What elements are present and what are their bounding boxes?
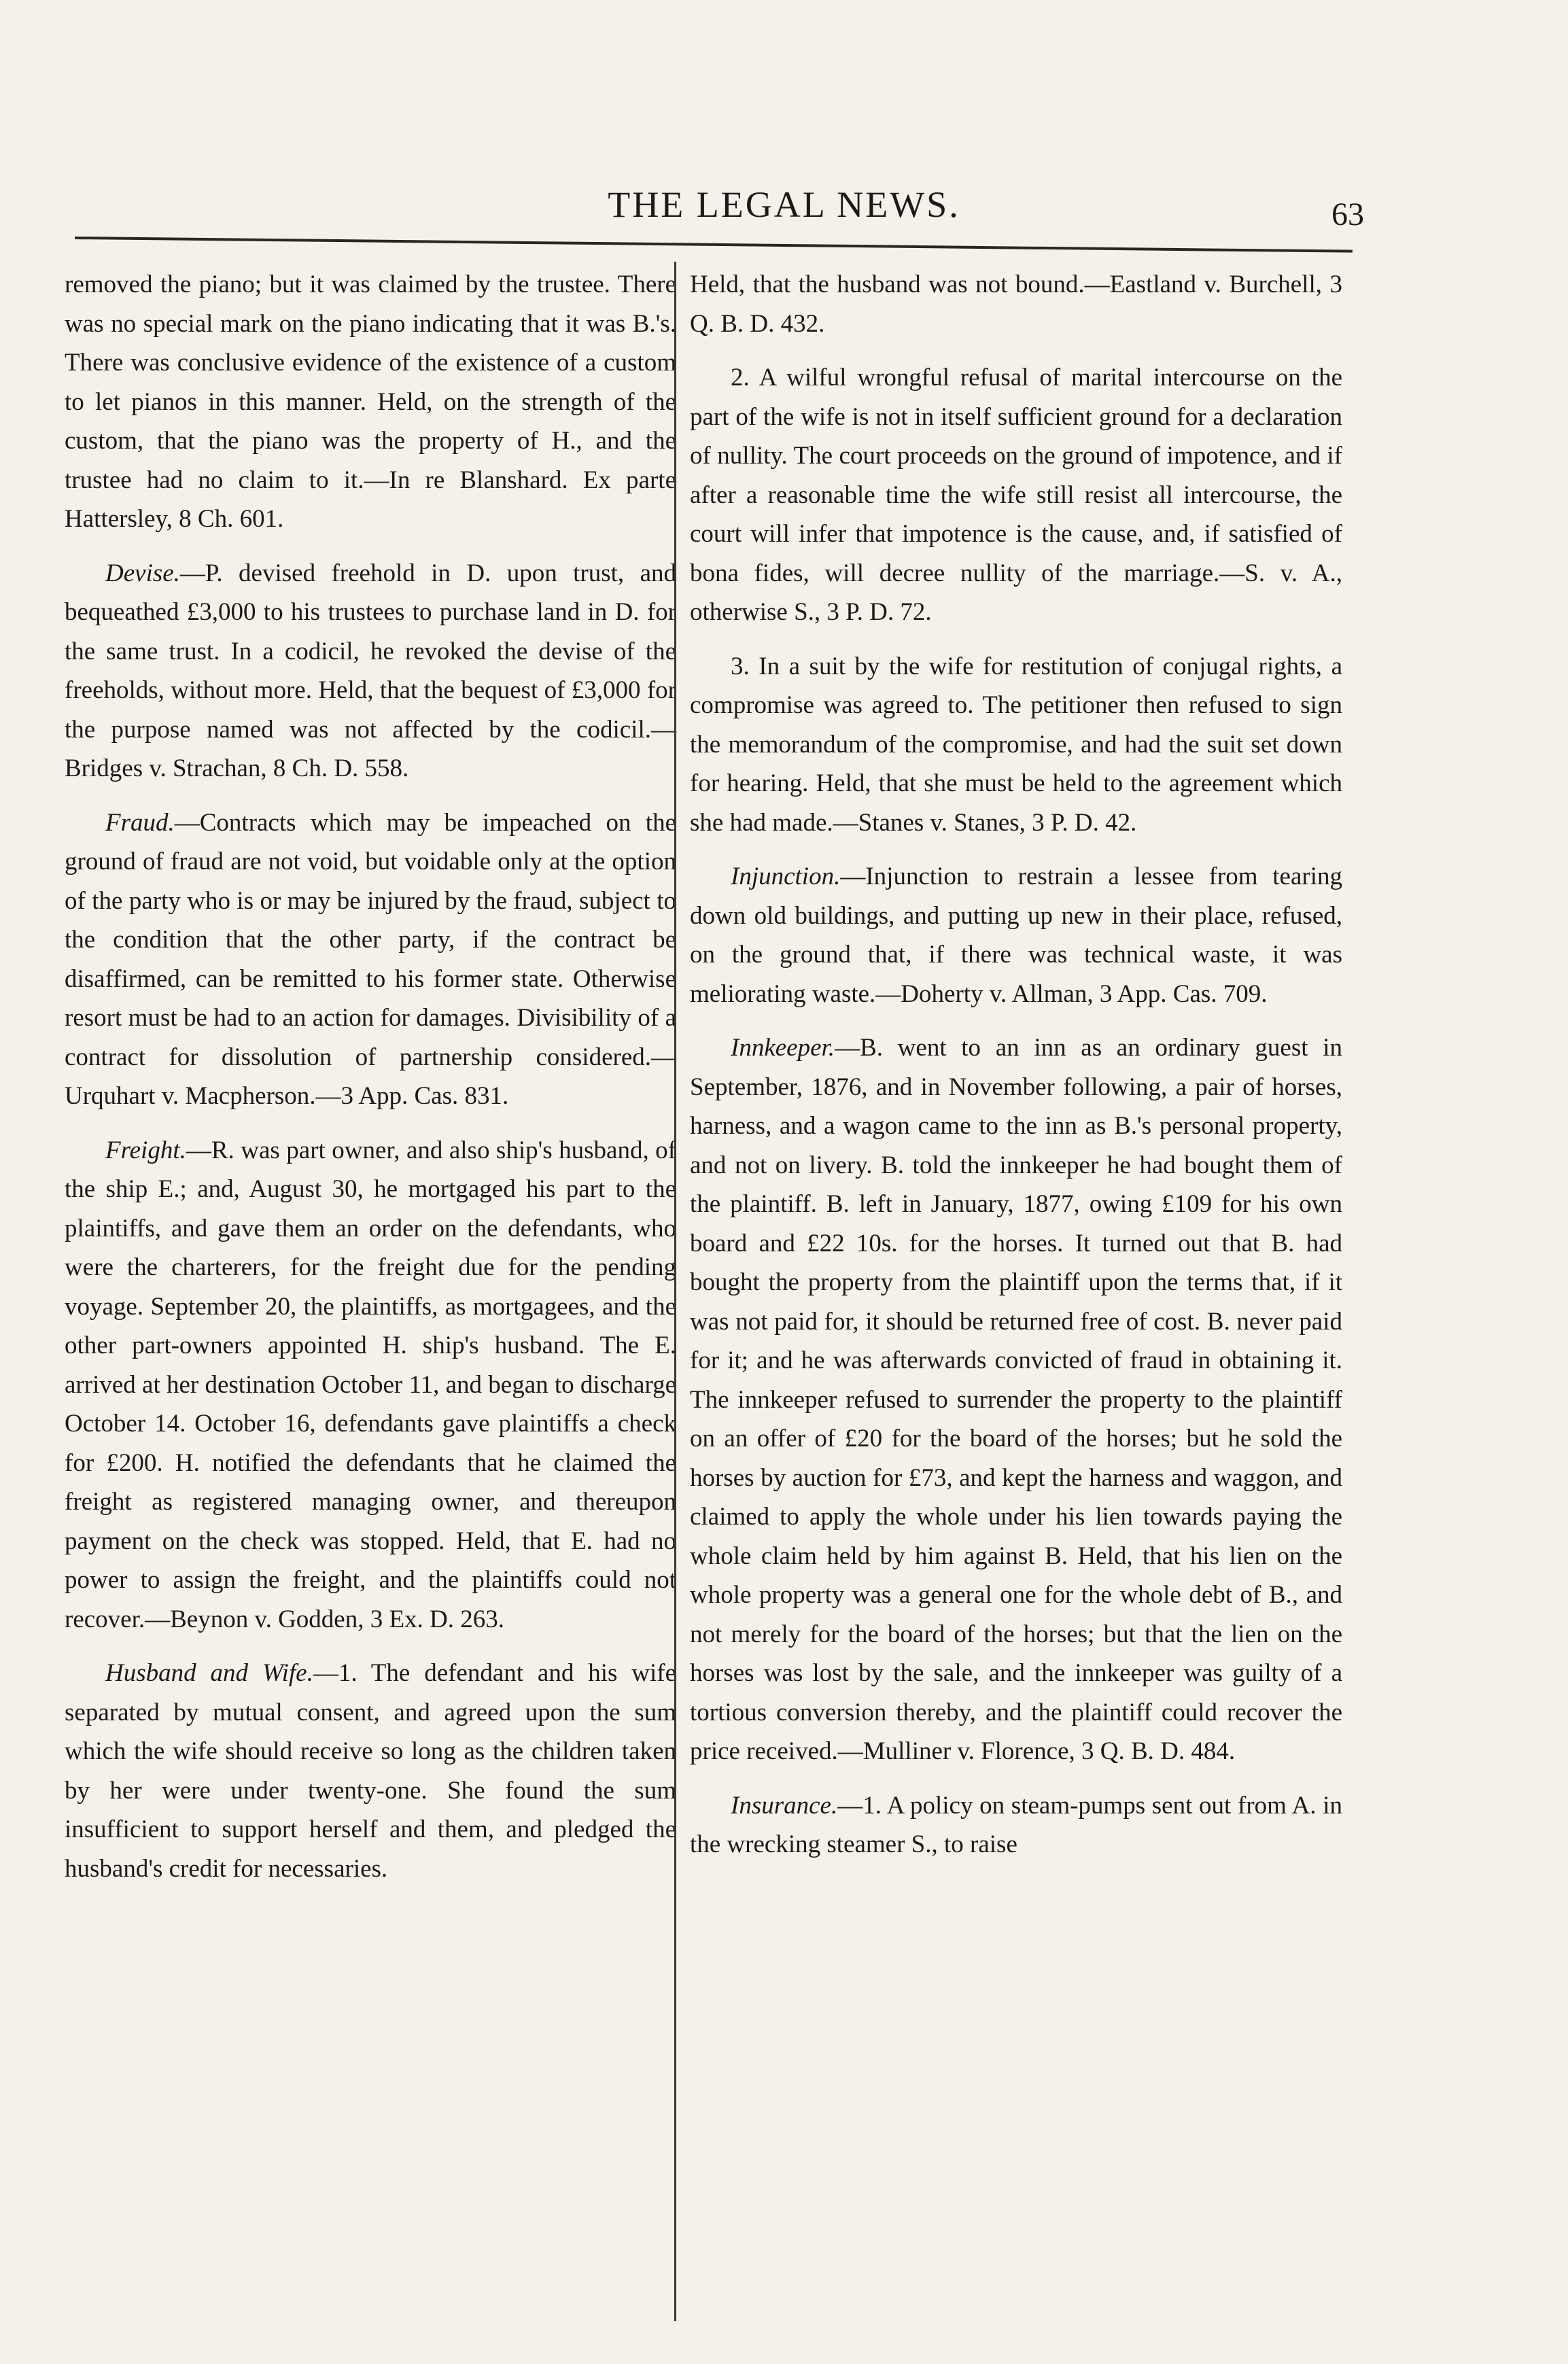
paragraph-freight [65,1131,676,1639]
paragraph-nullity: 2. A wilful wrongful refusal of marital intercourse on the part of the wife is not in itself sufficient ground for a declaration of nullity. The court proceeds on the ground of impotence, and if after a reasonable time the wife still resist all intercourse, the court will infer that impotence is the cause, and, if satisfied of bona fides, will decree nullity of the marriage.—S. v. A., otherwise S., 3 P. D. 72. [690,364,1342,626]
paragraph-devise [65,554,676,788]
header-rule [75,237,1353,253]
paragraph-restitution: 3. In a suit by the wife for restitution of conjugal rights, a compromise was agreed to. The petitioner then refused to sign the memorandum of the compromise, and had the suit set down for hearing. Held, that she must be held to the agreement which she had made.—Stanes v. Stanes, 3 P. D. 42. [690,652,1342,837]
paragraph-eastland: Held, that the husband was not bound.—Eastland v. Burchell, 3 Q. B. D. 432. [690,271,1342,338]
heading-devise: Devise. [105,559,180,587]
heading-fraud: Fraud. [105,808,175,837]
text-innkeeper: —B. went to an inn as an ordinary guest in September, 1876, and in November following, a pair of horses, harness, and a wagon came to the inn as B.'s personal property, and not on livery. B. told the innkeeper he had bought them of the plaintiff. B. left in January, 1877, owing £109 for his own board and £22 10s. for the horses. It turned out that B. had bought the property from the plaintiff upon the terms that, if it was not paid for, it should be returned free of cost. B. never paid for it; and he was afterwards convicted of fraud in obtaining it. The innkeeper refused to surrender the property to the plaintiff on an offer of £20 for the board of the horses; but he sold the horses by auction for £73, and kept the harness and waggon, and claimed to apply the whole under his lien towards paying the whole claim held by him against B. Held, that his lien on the whole property was a general one for the whole debt of B., and not merely for the board of the horses; but that the lien on the horses was lost by the sale, and the innkeeper was guilty of a tortious conversion thereby, and the plaintiff could recover the price received.—Mulliner v. Florence, 3 Q. B. D. 484. [690,1034,1342,1765]
text-insurance: —1. A policy on steam-pumps sent out from A. in the wrecking steamer S., to raise [690,1791,1342,1858]
column-divider [674,262,676,2321]
paragraph-injunction [690,857,1342,1013]
text-fraud: —Contracts which may be impeached on the ground of fraud are not void, but voidable only at the option of the party who is or may be injured by the fraud, subject to the condition that the other party, if the contract be disaffirmed, can be remitted to his former state. Otherwise resort must be had to an action for damages. Divisibility of a contract for dissolution of partnership considered.—Urquhart v. Macpherson.—3 App. Cas. 831. [65,808,676,1110]
heading-innkeeper: Innkeeper. [731,1034,835,1062]
heading-husband-wife: Husband and Wife. [105,1659,313,1687]
right-column [690,265,1342,1879]
text-injunction: —Injunction to restrain a lessee from tearing down old buildings, and putting up new in their place, refused, on the ground that, if there was technical waste, it was meliorating waste.—Doherty v. Allman, 3 App. Cas. 709. [690,863,1342,1008]
paragraph-innkeeper [690,1028,1342,1771]
heading-insurance: Insurance. [731,1791,838,1820]
paragraph-fraud [65,803,676,1116]
paragraph-piano: removed the piano; but it was claimed by the trustee. There was no special mark on the piano indicating that it was B.'s. There was conclusive evidence of the existence of a custom to let pianos in this manner. Held, on the strength of the custom, that the piano was the property of H., and the trustee had no claim to it.—In re Blanshard. Ex parte Hattersley, 8 Ch. 601. [65,271,676,533]
paragraph-insurance [690,1786,1342,1864]
heading-injunction: Injunction. [731,863,841,890]
paragraph-husband-wife [65,1654,676,1888]
text-husband-wife: —1. The defendant and his wife separated by mutual consent, and agreed upon the sum which the wife should receive so long as the children taken by her were under twenty-one. She found the sum insufficient to support herself and them, and pledged the husband's credit for necessaries. [65,1659,676,1883]
text-freight: —R. was part owner, and also ship's husband, of the ship E.; and, August 30, he mortgaged his part to the plaintiffs, and gave them an order on the defendants, who were the charterers, for the freight due for the pending voyage. September 20, the plaintiffs, as mortgagees, and the other part-owners appointed H. ship's husband. The E. arrived at her destination October 11, and began to discharge October 14. October 16, defendants gave plaintiffs a check for £200. H. notified the defendants that he claimed the freight as registered managing owner, and thereupon payment on the check was stopped. Held, that E. had no power to assign the freight, and the plaintiffs could not recover.—Beynon v. Godden, 3 Ex. D. 263. [65,1136,677,1633]
heading-freight: Freight. [105,1136,186,1164]
journal-title: THE LEGAL NEWS. [608,184,960,225]
text-devise: —P. devised freehold in D. upon trust, and bequeathed £3,000 to his trustees to purchase land in D. for the same trust. In a codicil, he revoked the devise of the freeholds, without more. Held, that the bequest of £3,000 for the purpose named was not affected by the codicil.—Bridges v. Strachan, 8 Ch. D. 558. [65,559,676,782]
left-column [65,265,676,1903]
page-number: 63 [1331,196,1364,232]
